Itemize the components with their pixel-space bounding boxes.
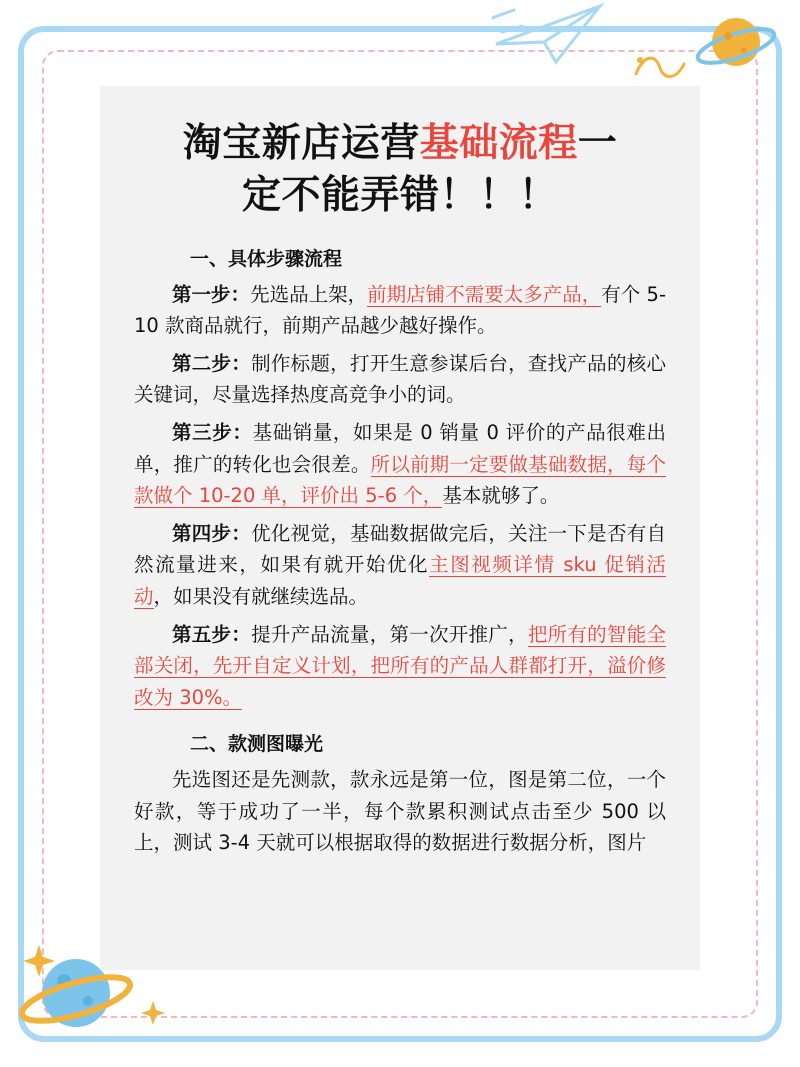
step-label-2: 第二步：	[172, 351, 252, 375]
step-paragraph-1	[134, 279, 666, 342]
squiggle-icon	[634, 52, 688, 82]
step-text-before-5: 提升产品流量，第一次开推广，	[251, 622, 528, 646]
step-text-before-3: 基础销量，如果是 0 销量 0 评价的产品很难出单，推广的转化也会很差。	[134, 421, 666, 476]
title-part-plain-b: 一	[577, 121, 618, 166]
step-paragraph-5	[134, 619, 666, 714]
planet-icon-top	[692, 6, 778, 92]
step-text-after-3: 基本就够了。	[442, 484, 560, 508]
step-highlight-1: 前期店铺不需要太多产品，	[367, 282, 602, 306]
title-part-highlight: 基础流程	[419, 121, 578, 166]
section-heading-1: 一、具体步骤流程	[190, 247, 343, 270]
step-text-before-1: 先选品上架，	[250, 282, 368, 306]
step-paragraph-3	[134, 417, 666, 512]
step-highlight-5: 把所有的智能全部关闭，先开自定义计划，把所有的产品人群都打开，溢价修改为 30%。	[134, 622, 666, 709]
title-line-2: 定不能弄错！！！	[241, 172, 558, 218]
title-part-plain-a: 淘宝新店运营	[182, 121, 420, 166]
paper-plane-icon	[492, 0, 610, 66]
step-text-before-2: 制作标题，打开生意参谋后台，查找产品的核心关键词，尽量选择热度高竞争小的词。	[134, 351, 666, 407]
step-text-before-4: 优化视觉，基础数据做完后，关注一下是否有自然流量进来，如果有就开始优化	[134, 521, 666, 577]
step-text-after-1: 有个 5-10 款商品就行，前期产品越少越好操作。	[134, 282, 666, 338]
step-paragraph-4	[134, 518, 666, 613]
sparkle-icon-bottom	[140, 1000, 166, 1026]
sparkle-icon-left	[22, 944, 56, 978]
step-label-4: 第四步：	[172, 521, 252, 545]
page-title	[134, 118, 666, 222]
step-label-1: 第一步：	[172, 282, 251, 306]
paper-sheet	[100, 86, 700, 970]
step-highlight-3: 所以前期一定要做基础数据，每个款做个 10-20 单，评价出 5-6 个，	[134, 452, 666, 508]
step-label-5: 第五步：	[172, 622, 252, 646]
section-2-paragraph: 先选图还是先测款，款永远是第一位，图是第二位，一个好款，等于成功了一半，每个款累积测试点击至少 500 以上，测试 3-4 天就可以根据取得的数据进行数据分析，图片	[134, 768, 666, 855]
step-label-3: 第三步：	[172, 421, 253, 445]
step-paragraph-2	[134, 348, 666, 411]
section-heading-2: 二、款测图曝光	[190, 733, 324, 756]
step-highlight-4: 主图视频详情 sku 促销活动	[134, 553, 666, 608]
step-text-after-4: ，如果没有就继续选品。	[153, 584, 369, 608]
